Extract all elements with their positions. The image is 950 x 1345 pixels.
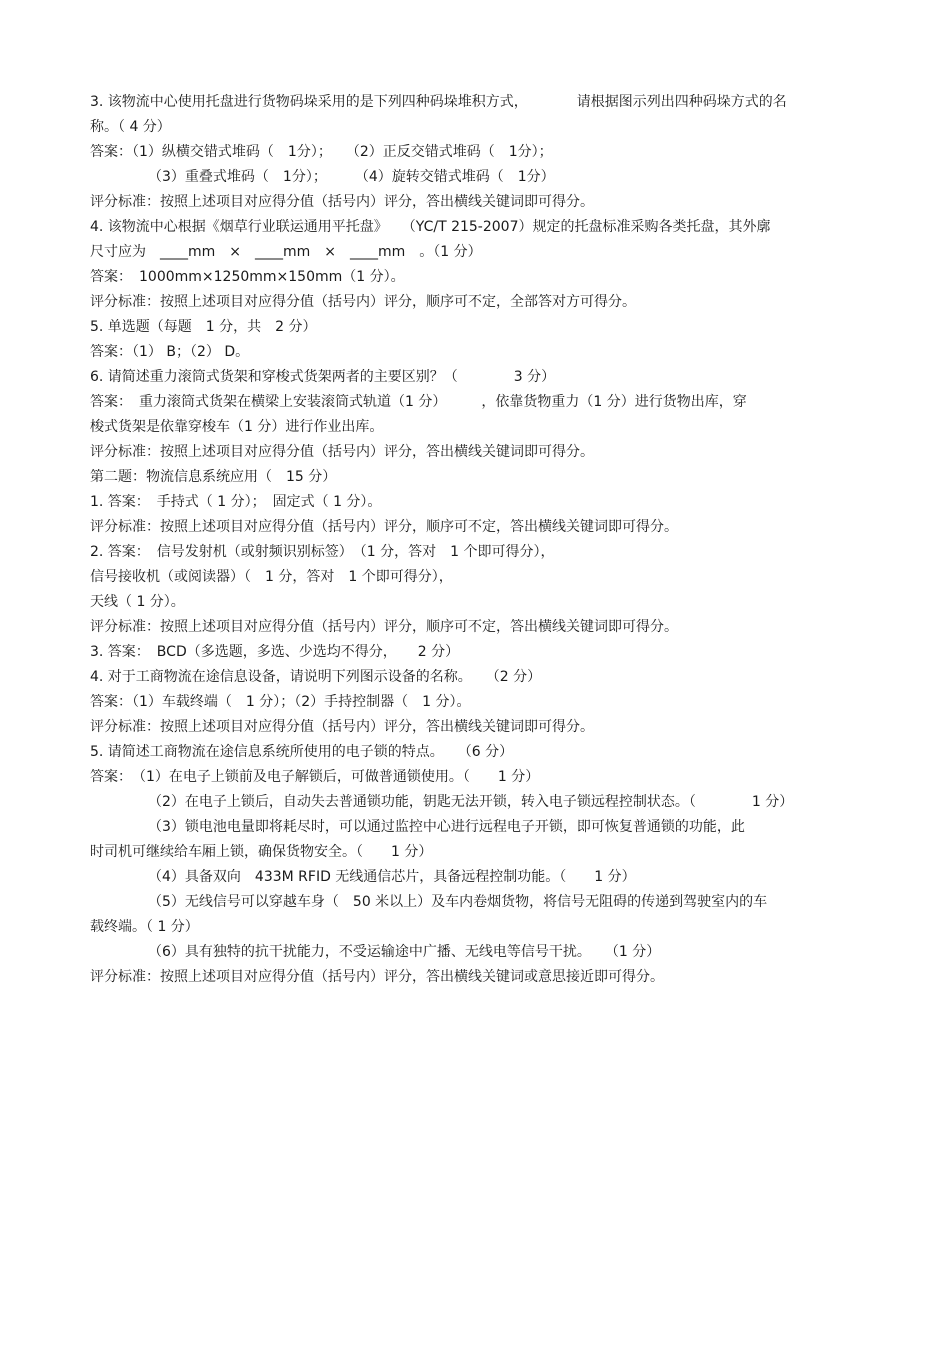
q3-answer-line2: （3）重叠式堆码（ 1分）； （4）旋转交错式堆码（ 1分） [148, 169, 555, 185]
s2-q1-answer: 1. 答案： 手持式（ 1 分）； 固定式（ 1 分）。 [90, 494, 382, 510]
q4-question-line2: 尺寸应为 ____mm × ____mm × ____mm 。（1 分） [90, 244, 482, 260]
s2-q4-scoring: 评分标准：按照上述项目对应得分值（括号内）评分，答出横线关键词即可得分。 [90, 719, 594, 735]
s2-q5-answer-5-line1: （5）无线信号可以穿越车身（ 50 米以上）及车内卷烟货物，将信号无阻碍的传递到驾驶室内的车 [148, 894, 768, 910]
s2-q2-answer-line2: 信号接收机（或阅读器）（ 1 分，答对 1 个即可得分）， [90, 569, 453, 585]
s2-q2-answer-line3: 天线（ 1 分）。 [90, 594, 185, 610]
s2-q4-answer: 答案：（1）车载终端（ 1 分）；（2）手持控制器（ 1 分）。 [90, 694, 471, 710]
s2-q5-answer-5-line2: 载终端。（ 1 分） [90, 919, 199, 935]
q3-scoring: 评分标准：按照上述项目对应得分值（括号内）评分，答出横线关键词即可得分。 [90, 194, 594, 210]
q4-answer: 答案： 1000mm×1250mm×150mm（1 分）。 [90, 269, 405, 285]
s2-q5-answer-6: （6）具有独特的抗干扰能力，不受运输途中广播、无线电等信号干扰。 （1 分） [148, 944, 661, 960]
q5-answer: 答案：（1） B；（2） D。 [90, 344, 250, 360]
s2-q5-answer-3-line2: 时司机可继续给车厢上锁，确保货物安全。（ 1 分） [90, 844, 433, 860]
q6-scoring: 评分标准：按照上述项目对应得分值（括号内）评分，答出横线关键词即可得分。 [90, 444, 594, 460]
q4-question-line1: 4. 该物流中心根据《烟草行业联运通用平托盘》 （YC/T 215-2007）规定的托盘标准采购各类托盘，其外廓 [90, 219, 771, 235]
q6-question: 6. 请简述重力滚筒式货架和穿梭式货架两者的主要区别？（ 3 分） [90, 369, 556, 385]
s2-q5-scoring: 评分标准：按照上述项目对应得分值（括号内）评分，答出横线关键词或意思接近即可得分。 [90, 969, 664, 985]
s2-q5-question: 5. 请简述工商物流在途信息系统所使用的电子锁的特点。 （6 分） [90, 744, 514, 760]
q4-scoring: 评分标准：按照上述项目对应得分值（括号内）评分，顺序可不定，全部答对方可得分。 [90, 294, 636, 310]
s2-q4-question: 4. 对于工商物流在途信息设备，请说明下列图示设备的名称。 （2 分） [90, 669, 542, 685]
s2-q5-answer-3-line1: （3）锁电池电量即将耗尽时，可以通过监控中心进行远程电子开锁，即可恢复普通锁的功能，此 [148, 819, 745, 835]
s2-q5-answer-1: 答案： （1）在电子上锁前及电子解锁后，可做普通锁使用。（ 1 分） [90, 769, 540, 785]
s2-q3-answer: 3. 答案： BCD（多选题，多选、少选均不得分， 2 分） [90, 644, 460, 660]
section-2-title: 第二题：物流信息系统应用（ 15 分） [90, 469, 337, 485]
s2-q5-answer-2: （2）在电子上锁后，自动失去普通锁功能，钥匙无法开锁，转入电子锁远程控制状态。（ 1 分） [148, 794, 794, 810]
q6-answer-line1: 答案： 重力滚筒式货架在横梁上安装滚筒式轨道（1 分） ，依靠货物重力（1 分）进行货物出库，穿 [90, 394, 747, 410]
q3-question-line2: 称。（ 4 分） [90, 119, 171, 135]
q3-answer-line1: 答案：（1）纵横交错式堆码（ 1分）； （2）正反交错式堆码（ 1分）； [90, 144, 553, 160]
s2-q2-answer-line1: 2. 答案： 信号发射机（或射频识别标签） （1 分，答对 1 个即可得分）， [90, 544, 555, 560]
q3-question-line1: 3. 该物流中心使用托盘进行货物码垛采用的是下列四种码垛堆积方式， 请根据图示列出四种码垛方式的名 [90, 94, 787, 110]
s2-q2-scoring: 评分标准：按照上述项目对应得分值（括号内）评分，顺序可不定，答出横线关键词即可得分。 [90, 619, 678, 635]
s2-q1-scoring: 评分标准：按照上述项目对应得分值（括号内）评分，顺序可不定，答出横线关键词即可得分。 [90, 519, 678, 535]
q6-answer-line2: 梭式货架是依靠穿梭车（1 分）进行作业出库。 [90, 419, 384, 435]
s2-q5-answer-4: （4）具备双向 433M RFID 无线通信芯片，具备远程控制功能。（ 1 分） [148, 869, 636, 885]
q5-question: 5. 单选题（每题 1 分，共 2 分） [90, 319, 317, 335]
